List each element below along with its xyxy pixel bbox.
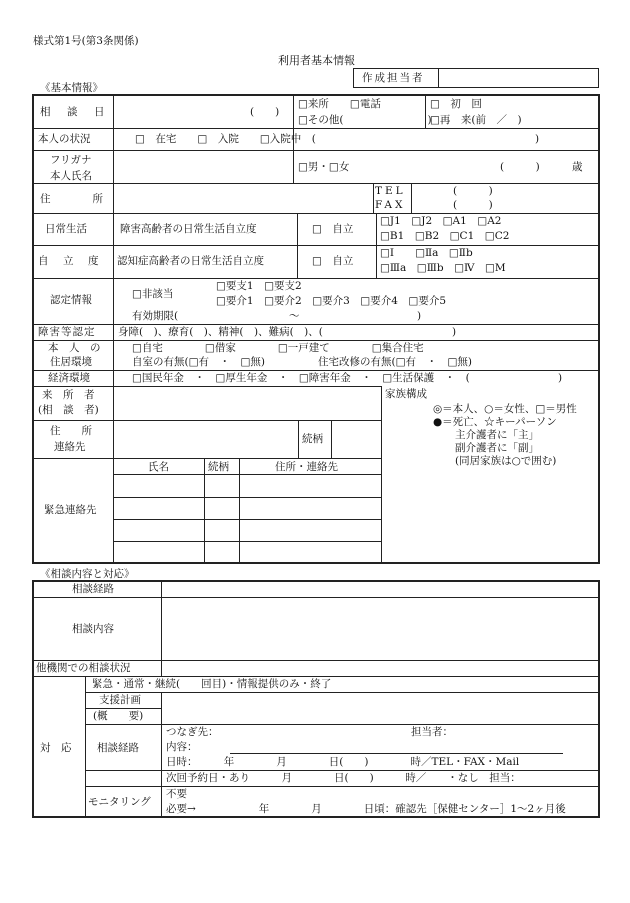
living-label-2: 住居環境 — [50, 356, 92, 368]
independence-label: 自 立 度 — [38, 255, 101, 267]
emergency-col-address: 住所・連絡先 — [275, 461, 338, 473]
cert-care-options[interactable]: □要介1 □要介2 □要介3 □要介4 □要介5 — [216, 295, 447, 307]
visit-mode-options[interactable]: □来所 □電話 — [298, 98, 381, 110]
other-agency-field[interactable] — [162, 661, 599, 676]
economy-close: ) — [558, 372, 563, 384]
tel-field[interactable]: ( ) — [453, 185, 493, 197]
consult-date-label: 相 談 日 — [40, 106, 108, 118]
visit-first-option[interactable]: □ 初 回 — [430, 98, 482, 110]
staff-label: 担当者： — [411, 726, 453, 738]
other-agency-label: 他機関での相談状況 — [36, 662, 131, 674]
family-title: 家族構成 — [385, 388, 427, 400]
age-field[interactable]: ( ) — [500, 161, 540, 173]
response-label: 対 応 — [40, 742, 72, 754]
family-legend-3: 主介護者に「主」 — [455, 429, 539, 441]
status-label: 本人の状況 — [38, 133, 91, 145]
monitoring-needed[interactable]: 必要→ 年 月 日頃：確認先［保健センター］1〜2ヶ月後 — [166, 803, 566, 815]
address-field[interactable] — [114, 184, 372, 212]
monitoring-unneeded[interactable]: 不要 — [166, 788, 187, 800]
disability-close: ) — [452, 326, 457, 338]
family-diagram-area[interactable] — [382, 470, 599, 562]
cert-support-options[interactable]: □要支1 □要支2 — [216, 280, 302, 292]
consult-content-label: 相談内容 — [72, 623, 114, 635]
content-label: 内容： — [166, 741, 198, 753]
emergency-col-relation: 続柄 — [208, 461, 229, 473]
daily-item: 障害高齢者の日常生活自立度 — [120, 223, 257, 235]
independence-item: 認知症高齢者の日常生活自立度 — [117, 255, 264, 267]
age-unit: 歳 — [572, 161, 583, 173]
disability-items[interactable]: 身障( )、療育( )、精神( )、難病( )、( — [118, 326, 323, 338]
support-plan-label: 支援計画 — [99, 694, 141, 706]
visitor-label-1: 来 所 者 — [42, 389, 95, 401]
author-field[interactable] — [439, 69, 598, 87]
consult-route-field[interactable] — [162, 581, 599, 596]
indep-self-reliant[interactable]: □ 自立 — [312, 255, 354, 267]
cert-valid-label: 有効期限( — [132, 310, 179, 322]
support-plan-field[interactable] — [162, 693, 599, 723]
cert-none-option[interactable]: □非該当 — [132, 288, 174, 300]
monitoring-label: モニタリング — [88, 796, 151, 808]
daily-self-reliant[interactable]: □ 自立 — [312, 223, 354, 235]
consult-date-weekday[interactable]: ( ) — [250, 106, 280, 118]
response-type-options[interactable]: 緊急・通常・継続( 回目)・情報提供のみ・終了 — [92, 678, 332, 690]
relation-field[interactable] — [332, 421, 380, 457]
emergency-label: 緊急連絡先 — [44, 504, 97, 516]
family-legend-2: ●＝死亡、☆キーパーソン — [433, 416, 557, 428]
family-legend-5: (同居家族は○で囲む) — [455, 455, 557, 467]
furigana-label: フリガナ — [50, 154, 92, 166]
name-label: 本人氏名 — [50, 170, 92, 182]
indep-grades-row2[interactable]: □Ⅲa □Ⅲb □Ⅳ □M — [380, 262, 506, 274]
family-legend-4: 副介護者に「副」 — [455, 442, 539, 454]
relation-label: 続柄 — [302, 433, 323, 445]
consult-route-label: 相談経路 — [72, 583, 114, 595]
page-title: 利用者基本情報 — [278, 54, 355, 67]
visitor-label-2: (相 談 者) — [38, 404, 99, 416]
daily-grades-row1[interactable]: □J1 □J2 □A1 □A2 — [380, 215, 502, 227]
cert-label: 認定情報 — [50, 294, 92, 306]
indep-grades-row1[interactable]: □Ⅰ □Ⅱa □Ⅱb — [380, 247, 473, 259]
summary-label: (概 要) — [93, 710, 144, 722]
visit-repeat-option[interactable]: □再 来(前 ／ ) — [430, 114, 522, 126]
contact-address-label-1: 住 所 — [50, 425, 92, 437]
visitor-field[interactable] — [114, 387, 380, 419]
cert-valid-tilde: 〜 — [289, 310, 300, 322]
contact-address-label-2: 連絡先 — [54, 441, 86, 453]
author-label: 作成担当者 — [362, 72, 425, 84]
status-close: ) — [535, 133, 540, 145]
contact-address-field[interactable] — [114, 421, 297, 457]
section-consult-title: 《相談内容と対応》 — [40, 568, 135, 580]
visit-other-option[interactable]: □その他( ) — [298, 114, 432, 126]
emergency-col-name: 氏名 — [148, 461, 169, 473]
fax-field[interactable]: ( ) — [453, 199, 493, 211]
cert-valid-close: ) — [417, 310, 422, 322]
status-options[interactable]: □ 在宅 □ 入院 □入院中 ( — [135, 133, 316, 145]
name-field[interactable] — [114, 151, 292, 182]
fax-label: FAX — [375, 199, 406, 211]
datetime-line[interactable]: 日時： 年 月 日( ) 時／TEL・FAX・Mail — [166, 756, 520, 768]
gender-options[interactable]: □男・□女 — [298, 161, 350, 173]
living-type-options[interactable]: □自宅 □借家 □一戸建て □集合住宅 — [132, 342, 424, 354]
daily-grades-row2[interactable]: □B1 □B2 □C1 □C2 — [380, 230, 510, 242]
daily-label: 日常生活 — [45, 223, 87, 235]
living-label-1: 本 人 の — [48, 342, 101, 354]
family-legend-1: ◎＝本人、○＝女性、□＝男性 — [433, 403, 577, 415]
form-number: 様式第1号(第3条関係) — [33, 35, 139, 47]
address-label: 住 所 — [40, 193, 103, 205]
tel-label: TEL — [375, 185, 406, 197]
route2-label: 相談経路 — [97, 742, 139, 754]
next-appointment-line[interactable]: 次回予約日・あり 月 日( ) 時／ ・なし 担当： — [166, 772, 521, 784]
connect-to-label: つなぎ先： — [166, 726, 219, 738]
disability-label: 障害等認定 — [38, 326, 96, 338]
section-basic-title: 《基本情報》 — [40, 82, 103, 94]
living-reform-options[interactable]: 住宅改修の有無(□有 ・ □無) — [318, 356, 473, 368]
economy-options[interactable]: □国民年金 ・ □厚生年金 ・ □障害年金 ・ □生活保護 ・ ( — [132, 372, 470, 384]
consult-content-field[interactable] — [162, 598, 599, 659]
economy-label: 経済環境 — [48, 372, 90, 384]
living-room-options[interactable]: 自室の有無(□有 ・ □無) — [132, 356, 266, 368]
